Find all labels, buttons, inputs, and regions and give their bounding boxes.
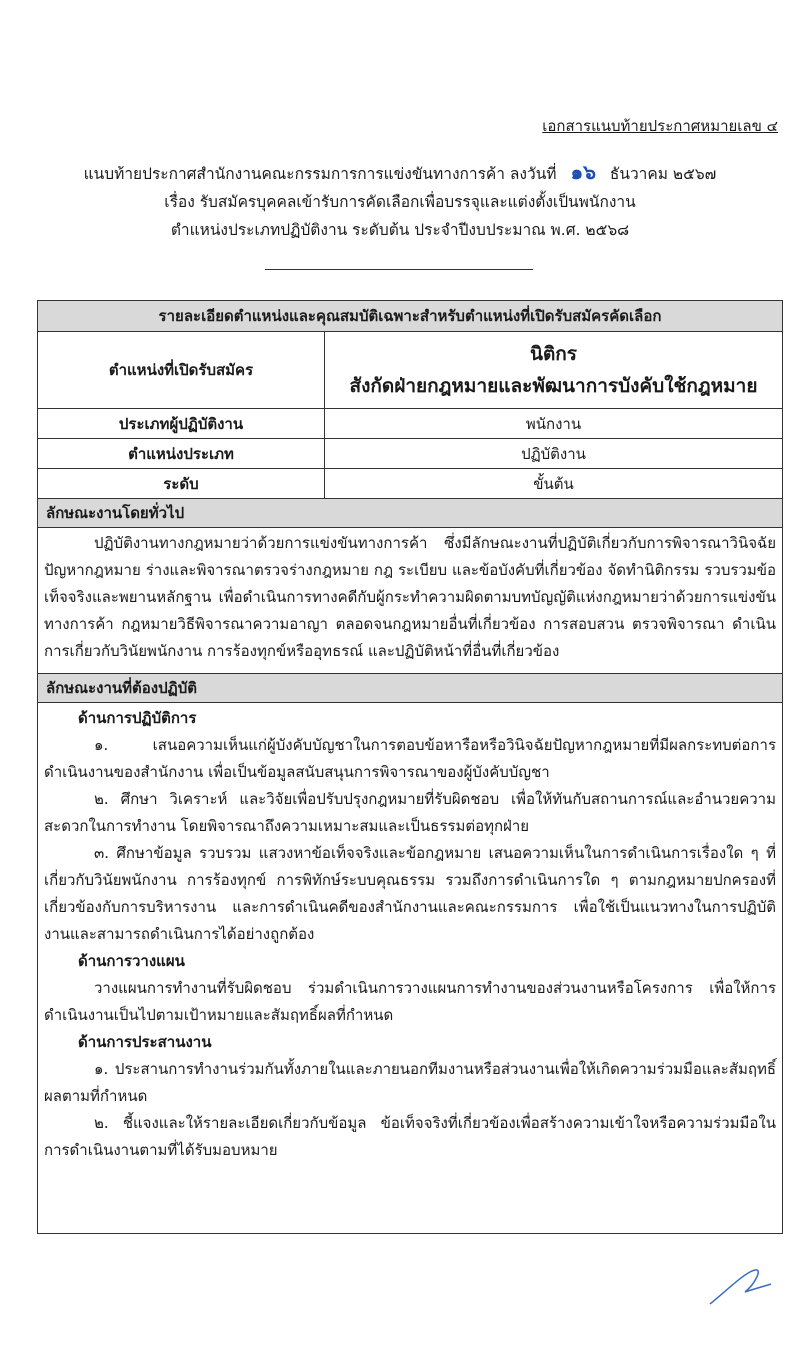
handwritten-day: ๑๖	[570, 160, 596, 184]
general-title: ลักษณะงานโดยทั่วไป	[38, 499, 783, 528]
header-line-2: เรื่อง รับสมัครบุคคลเข้ารับการคัดเลือกเพื่อบรรจุและแต่งตั้งเป็นพนักงาน	[164, 193, 636, 211]
header-suffix: ธันวาคม ๒๕๖๗	[609, 165, 717, 183]
duties-body	[38, 703, 783, 1234]
duty-item: ๑. ประสานการทำงานร่วมกันทั้งภายในและภายนอกทีมงานหรือส่วนงานเพื่อให้เกิดความร่วมมือและสัมฤทธิ์ผลตามที่กำหนด	[44, 1060, 776, 1105]
section-heading: ด้านการประสานงาน	[78, 1033, 212, 1051]
position-value	[325, 332, 783, 409]
row-label: ตำแหน่งประเภท	[38, 439, 325, 469]
general-text: ปฏิบัติงานทางกฎหมายว่าด้วยการแข่งขันทางการค้า ซึ่งมีลักษณะงานที่ปฏิบัติเกี่ยวกับการพิจารณาวินิจฉัยปัญหากฎหมาย ร่างและพิจารณาตรวจร่างกฎหมาย กฎ ระเบียบ และข้อบังคับที่เกี่ยวข้อง จัดทำนิติกรรม รวบรวมข้อเท็จจริงและพยานหลักฐาน เพื่อดำเนินการทางคดีกับผู้กระทำความผิดตามบทบัญญัติแห่งกฎหมายว่าด้วยการแข่งขันทางการค้า กฎหมายวิธีพิจารณาความอาญา ตลอดจนกฎหมายอื่นที่เกี่ยวข้อง การสอบสวน ตรวจพิจารณา ดำเนินการเกี่ยวกับวินัยพนักงาน การร้องทุกข์หรืออุทธรณ์ และปฏิบัติหน้าที่อื่นที่เกี่ยวข้อง	[44, 534, 776, 660]
position-department: สังกัดฝ่ายกฎหมายและพัฒนาการบังคับใช้กฎหมาย	[349, 375, 758, 397]
row-label: ตำแหน่งที่เปิดรับสมัคร	[38, 332, 325, 409]
duty-item: ๒. ศึกษา วิเคราะห์ และวิจัยเพื่อปรับปรุงกฎหมายที่รับผิดชอบ เพื่อให้ทันกับสถานการณ์และอำนวยความสะดวกในการทำงาน โดยพิจารณาถึงความเหมาะสมและเป็นธรรมต่อทุกฝ่าย	[44, 790, 776, 835]
duty-item: ๒. ชี้แจงและให้รายละเอียดเกี่ยวกับข้อมูล ข้อเท็จจริงที่เกี่ยวข้องเพื่อสร้างความเข้าใจหรือความร่วมมือในการดำเนินงานตามที่ได้รับมอบหมาย	[44, 1114, 776, 1159]
row-label: ระดับ	[38, 469, 325, 499]
duty-item: วางแผนการทำงานที่รับผิดชอบ ร่วมดำเนินการวางแผนการทำงานของส่วนงานหรือโครงการ เพื่อให้การดำเนินงานเป็นไปตามเป้าหมายและสัมฤทธิ์ผลที่กำหนด	[44, 979, 776, 1024]
section-heading: ด้านการวางแผน	[78, 952, 185, 970]
duty-item: ๑. เสนอความเห็นแก่ผู้บังคับบัญชาในการตอบข้อหารือหรือวินิจฉัยปัญหากฎหมายที่มีผลกระทบต่อการดำเนินงานของสำนักงาน เพื่อเป็นข้อมูลสนับสนุนการพิจารณาของผู้บังคับบัญชา	[44, 736, 776, 781]
table-title: รายละเอียดตำแหน่งและคุณสมบัติเฉพาะสำหรับตำแหน่งที่เปิดรับสมัครคัดเลือก	[38, 301, 783, 332]
header-line-1	[0, 158, 800, 188]
row-label: ประเภทผู้ปฏิบัติงาน	[38, 409, 325, 439]
row-value: พนักงาน	[325, 409, 783, 439]
row-value: ปฏิบัติงาน	[325, 439, 783, 469]
document-header	[0, 158, 800, 244]
section-heading: ด้านการปฏิบัติการ	[78, 709, 197, 727]
row-value: ขั้นต้น	[325, 469, 783, 499]
general-body	[38, 528, 783, 674]
header-line-3: ตำแหน่งประเภทปฏิบัติงาน ระดับต้น ประจำปีงบประมาณ พ.ศ. ๒๕๖๘	[170, 221, 630, 239]
signature-icon	[705, 1262, 775, 1312]
header-prefix: แนบท้ายประกาศสำนักงานคณะกรรมการการแข่งขันทางการค้า ลงวันที่	[83, 165, 557, 183]
reference-number: เอกสารแนบท้ายประกาศหมายเลข ๔	[542, 117, 778, 135]
divider	[265, 269, 533, 270]
duties-title: ลักษณะงานที่ต้องปฏิบัติ	[38, 674, 783, 703]
position-name: นิติกร	[529, 343, 578, 365]
duty-item: ๓. ศึกษาข้อมูล รวบรวม แสวงหาข้อเท็จจริงและข้อกฎหมาย เสนอความเห็นในการดำเนินการเรื่องใด ๆ ที่เกี่ยวกับวินัยพนักงาน การร้องทุกข์ การพิทักษ์ระบบคุณธรรม รวมถึงการดำเนินการใด ๆ ตามกฎหมายปกครองที่เกี่ยวข้องกับการบริหารงาน และการดำเนินคดีของสำนักงานและคณะกรรมการ เพื่อใช้เป็นแนวทางในการปฏิบัติงานและสามารถดำเนินการได้อย่างถูกต้อง	[44, 844, 776, 943]
position-details-table	[37, 300, 783, 1234]
